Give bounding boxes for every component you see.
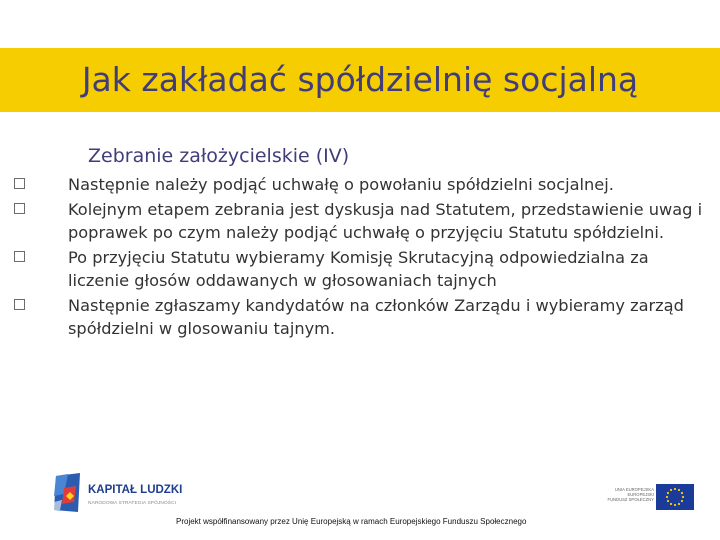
checkbox-bullet-icon [14,203,25,214]
eu-logo-line: FUNDUSZ SPOŁECZNY [607,497,654,503]
bullet-text: Po przyjęciu Statutu wybieramy Komisję Skrutacyjną odpowiedzialna za liczenie głosów oddawanych w głosowaniach tajnych [68,248,649,290]
checkbox-bullet-icon [14,299,25,310]
eu-flag-icon [656,484,694,510]
kapital-ludzki-symbol-icon [50,472,84,514]
eu-logo-line: EUROPEJSKI [627,492,654,498]
bullet-text: Następnie należy podjąć uchwałę o powołaniu spółdzielni socjalnej. [68,175,614,194]
title-bar [0,48,720,112]
bullet-item [14,173,704,196]
bullet-text: Kolejnym etapem zebrania jest dyskusja nad Statutem, przedstawienie uwag i poprawek po czym należy podjąć uchwałę o przyjęciu Statutu spółdzielni. [68,200,703,242]
checkbox-bullet-icon [14,178,25,189]
footer-cofinancing-note: Projekt współfinansowany przez Unię Europejską w ramach Europejskiego Funduszu Społecznego [176,517,527,526]
checkbox-bullet-icon [14,251,25,262]
bullet-item [14,294,704,340]
eu-logo-line: UNIA EUROPEJSKA [614,487,654,492]
bullet-item [14,246,704,292]
eu-fund-logo [598,484,698,512]
kapital-ludzki-logo [50,472,190,516]
bullet-text: Następnie zgłaszamy kandydatów na członków Zarządu i wybieramy zarząd spółdzielni w glosowaniu tajnym. [68,296,684,338]
bullet-list [14,173,704,342]
slide-title: Jak zakładać spółdzielnię socjalną [81,60,639,99]
logo-left-sub: NARODOWA STRATEGIA SPÓJNOŚCI [88,501,177,506]
slide-subtitle: Zebranie założycielskie (IV) [88,145,350,167]
eu-logo-text [598,487,654,503]
logo-left-name: KAPITAŁ LUDZKI [88,484,183,496]
bullet-item [14,198,704,244]
